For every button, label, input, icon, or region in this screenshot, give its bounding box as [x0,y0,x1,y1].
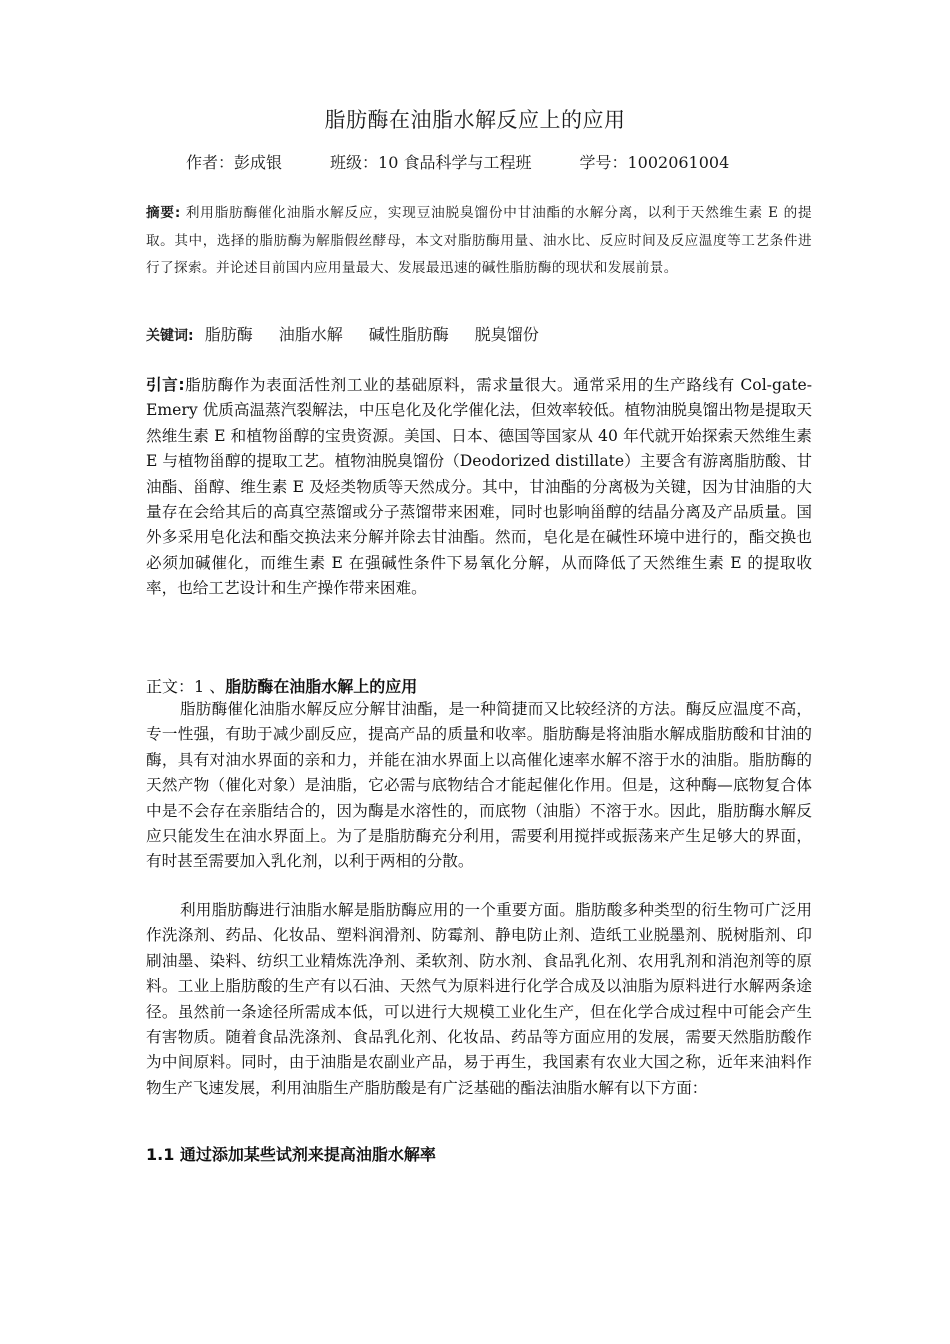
introduction [146,373,812,602]
keyword-item: 脱臭馏份 [474,325,539,344]
intro-label: 引言: [146,376,185,394]
body-paragraph: 脂肪酶催化油脂水解反应分解甘油酯，是一种简捷而又比较经济的方法。酶反应温度不高，专一性强，有助于减少副反应，提高产品的质量和收率。脂肪酶是将油脂水解成脂肪酸和甘油的酶，具有对油水界面的亲和力，并能在油水界面上以高催化速率水解不溶于水的油脂。脂肪酶的天然产物（催化对象）是油脂，它必需与底物结合才能起催化作用。但是，这种酶—底物复合体中是不会存在亲脂结合的，因为酶是水溶性的，而底物（油脂）不溶于水。因此，脂肪酶水解反应只能发生在油水界面上。为了是脂肪酶充分利用，需要利用搅拌或振荡来产生足够大的界面，有时甚至需要加入乳化剂，以利于两相的分散。 [146,700,812,871]
intro-text: 脂肪酶作为表面活性剂工业的基础原料，需求量很大。通常采用的生产路线有 Col-gate-Emery 优质高温蒸汽裂解法，中压皂化及化学催化法，但效率较低。植物油脱臭馏出物是提取天然维生素 E 和植物甾醇的宝贵资源。美国、日本、德国等国家从 40 年代就开始探索天然维生素 E 与植物甾醇的提取工艺。植物油脱臭馏份（Deodorized distillate）主要含有游离脂肪酸、甘油酯、甾醇、维生素 E 及烃类物质等天然成分。其中，甘油酯的分离极为关键，因为甘油脂的大量存在会给其后的高真空蒸馏或分子蒸馏带来困难，同时也影响甾醇的结晶分离及产品质量。国外多采用皂化法和酯交换法来分解并除去甘油酯。然而，皂化是在碱性环境中进行的，酯交换也必须加碱催化，而维生素 E 在强碱性条件下易氧化分解，从而降低了天然维生素 E 的提取收率，也给工艺设计和生产操作带来困难。 [146,376,812,598]
subsection-heading: 1.1 通过添加某些试剂来提高油脂水解率 [146,1145,436,1164]
author-name: 作者：彭成银 [186,153,283,172]
section-heading-text: 脂肪酶在油脂水解上的应用 [225,677,418,696]
section-heading [146,674,417,697]
abstract-text: 利用脂肪酶催化油脂水解反应，实现豆油脱臭馏份中甘油酯的水解分离，以利于天然维生素 E 的提取。其中，选择的脂肪酶为解脂假丝酵母，本文对脂肪酶用量、油水比、反应时间及反应温度等工艺条件进行了探索。并论述目前国内应用量最大、发展最迅速的碱性脂肪酶的现状和发展前景。 [146,205,812,276]
abstract-label: 摘要: [146,205,181,221]
keywords [146,322,565,345]
author-student-id: 学号：1002061004 [579,153,730,172]
keyword-item: 碱性脂肪酶 [368,325,449,344]
author-class: 班级：10 食品科学与工程班 [330,153,532,172]
keyword-item: 脂肪酶 [204,325,253,344]
document-title: 脂肪酶在油脂水解反应上的应用 [324,108,626,132]
author-byline [186,150,729,173]
keyword-item: 油脂水解 [278,325,343,344]
abstract [146,200,812,283]
body-paragraph: 利用脂肪酶进行油脂水解是脂肪酶应用的一个重要方面。脂肪酸多种类型的衍生物可广泛用作洗涤剂、药品、化妆品、塑料润滑剂、防霉剂、静电防止剂、造纸工业脱墨剂、脱树脂剂、印刷油墨、染料、纺织工业精炼洗净剂、柔软剂、防水剂、食品乳化剂、农用乳剂和消泡剂等的原料。工业上脂肪酸的生产有以石油、天然气为原料进行化学合成及以油脂为原料进行水解两条途径。虽然前一条途径所需成本低，可以进行大规模工业化生产，但在化学合成过程中可能会产生有害物质。随着食品洗涤剂、食品乳化剂、化妆品、药品等方面应用的发展，需要天然脂肪酸作为中间原料。同时，由于油脂是农副业产品，易于再生，我国素有农业大国之称，近年来油料作物生产飞速发展，利用油脂生产脂肪酸是有广泛基础的酯法油脂水解有以下方面： [146,901,812,1097]
section-heading-prefix: 正文：1 、 [146,677,226,696]
keywords-label: 关键词: [146,328,194,344]
